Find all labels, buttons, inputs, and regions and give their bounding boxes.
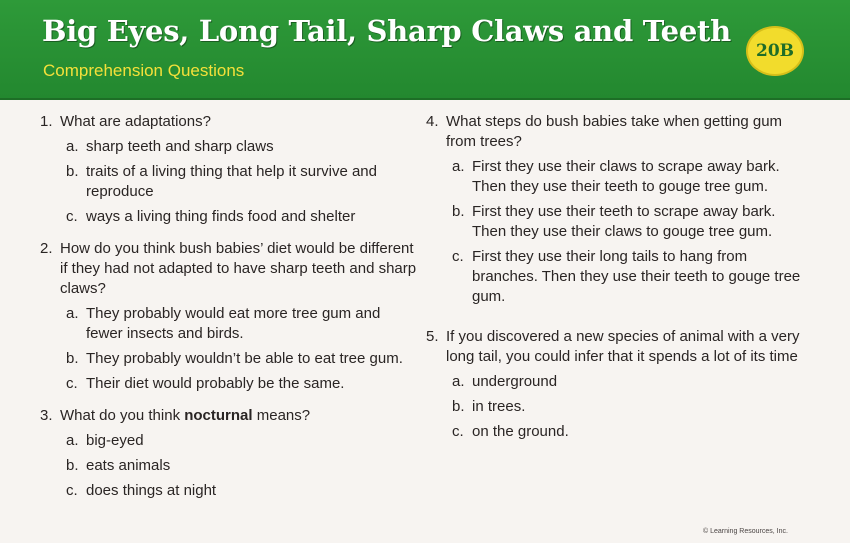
option-text: on the ground.: [472, 423, 569, 440]
option-text: big-eyed: [86, 432, 144, 449]
right-column: [426, 112, 806, 447]
option-letter: a.: [452, 158, 465, 175]
question-text: How do you think bush babies’ diet would be different if they had not adapted to have sharp teeth and sharp claws?: [60, 240, 417, 297]
question-number: 3.: [40, 407, 53, 424]
question-text: If you discovered a new species of animal with a very long tail, you could infer that it spends a lot of its time: [446, 328, 800, 365]
option-text: ways a living thing finds food and shelter: [86, 208, 356, 225]
question-5: [426, 327, 806, 442]
question-number: 5.: [426, 328, 439, 345]
option-letter: c.: [66, 208, 78, 225]
option-text: Their diet would probably be the same.: [86, 375, 345, 392]
question-number: 1.: [40, 113, 53, 130]
option-letter: b.: [66, 350, 79, 367]
question-text: What do you think nocturnal means?: [60, 407, 311, 424]
page-subtitle: Comprehension Questions: [43, 61, 245, 80]
option-letter: b.: [452, 203, 465, 220]
header-banner: [0, 0, 850, 100]
option-text: They probably would eat more tree gum and fewer insects and birds.: [86, 305, 381, 342]
question-text: What are adaptations?: [60, 113, 211, 130]
answer-option: [66, 304, 420, 344]
question-text: What steps do bush babies take when getting gum from trees?: [446, 113, 783, 150]
answer-option: [66, 137, 420, 157]
option-letter: c.: [452, 248, 464, 265]
question-number: 2.: [40, 240, 53, 257]
option-text: First they use their claws to scrape away bark. Then they use their teeth to gouge tree gum.: [472, 158, 780, 195]
card-number-badge: 20B: [746, 26, 804, 76]
answer-option: [452, 157, 806, 197]
answer-option: [66, 431, 420, 451]
question-4: [426, 112, 806, 307]
option-text: First they use their teeth to scrape away bark. Then they use their claws to gouge tree gum.: [472, 203, 776, 240]
option-letter: a.: [66, 432, 79, 449]
option-text: traits of a living thing that help it survive and reproduce: [86, 163, 377, 200]
answer-option: [66, 349, 420, 369]
option-text: sharp teeth and sharp claws: [86, 138, 274, 155]
left-column: [40, 112, 420, 506]
option-text: eats animals: [86, 457, 171, 474]
option-text: First they use their long tails to hang from branches. Then they use their teeth to gouge tree gum.: [472, 248, 801, 305]
answer-option: [452, 247, 806, 307]
option-letter: a.: [452, 373, 465, 390]
option-letter: b.: [452, 398, 465, 415]
answer-option: [66, 162, 420, 202]
page-title: Big Eyes, Long Tail, Sharp Claws and Teeth: [42, 14, 731, 48]
answer-option: [66, 456, 420, 476]
option-letter: c.: [66, 482, 78, 499]
option-text: in trees.: [472, 398, 526, 415]
question-number: 4.: [426, 113, 439, 130]
answer-option: [66, 374, 420, 394]
option-text: They probably wouldn’t be able to eat tree gum.: [86, 350, 403, 367]
question-1: [40, 112, 420, 227]
answer-option: [452, 397, 806, 417]
option-text: underground: [472, 373, 558, 390]
answer-option: [452, 422, 806, 442]
option-letter: a.: [66, 305, 79, 322]
vocabulary-word: nocturnal: [184, 407, 253, 424]
answer-option: [66, 481, 420, 501]
option-text: does things at night: [86, 482, 217, 499]
option-letter: c.: [66, 375, 78, 392]
option-letter: a.: [66, 138, 79, 155]
answer-option: [452, 372, 806, 392]
question-3: [40, 406, 420, 501]
copyright-notice: © Learning Resources, Inc.: [703, 528, 788, 535]
answer-option: [452, 202, 806, 242]
option-letter: b.: [66, 163, 79, 180]
option-letter: b.: [66, 457, 79, 474]
answer-option: [66, 207, 420, 227]
question-2: [40, 239, 420, 394]
option-letter: c.: [452, 423, 464, 440]
